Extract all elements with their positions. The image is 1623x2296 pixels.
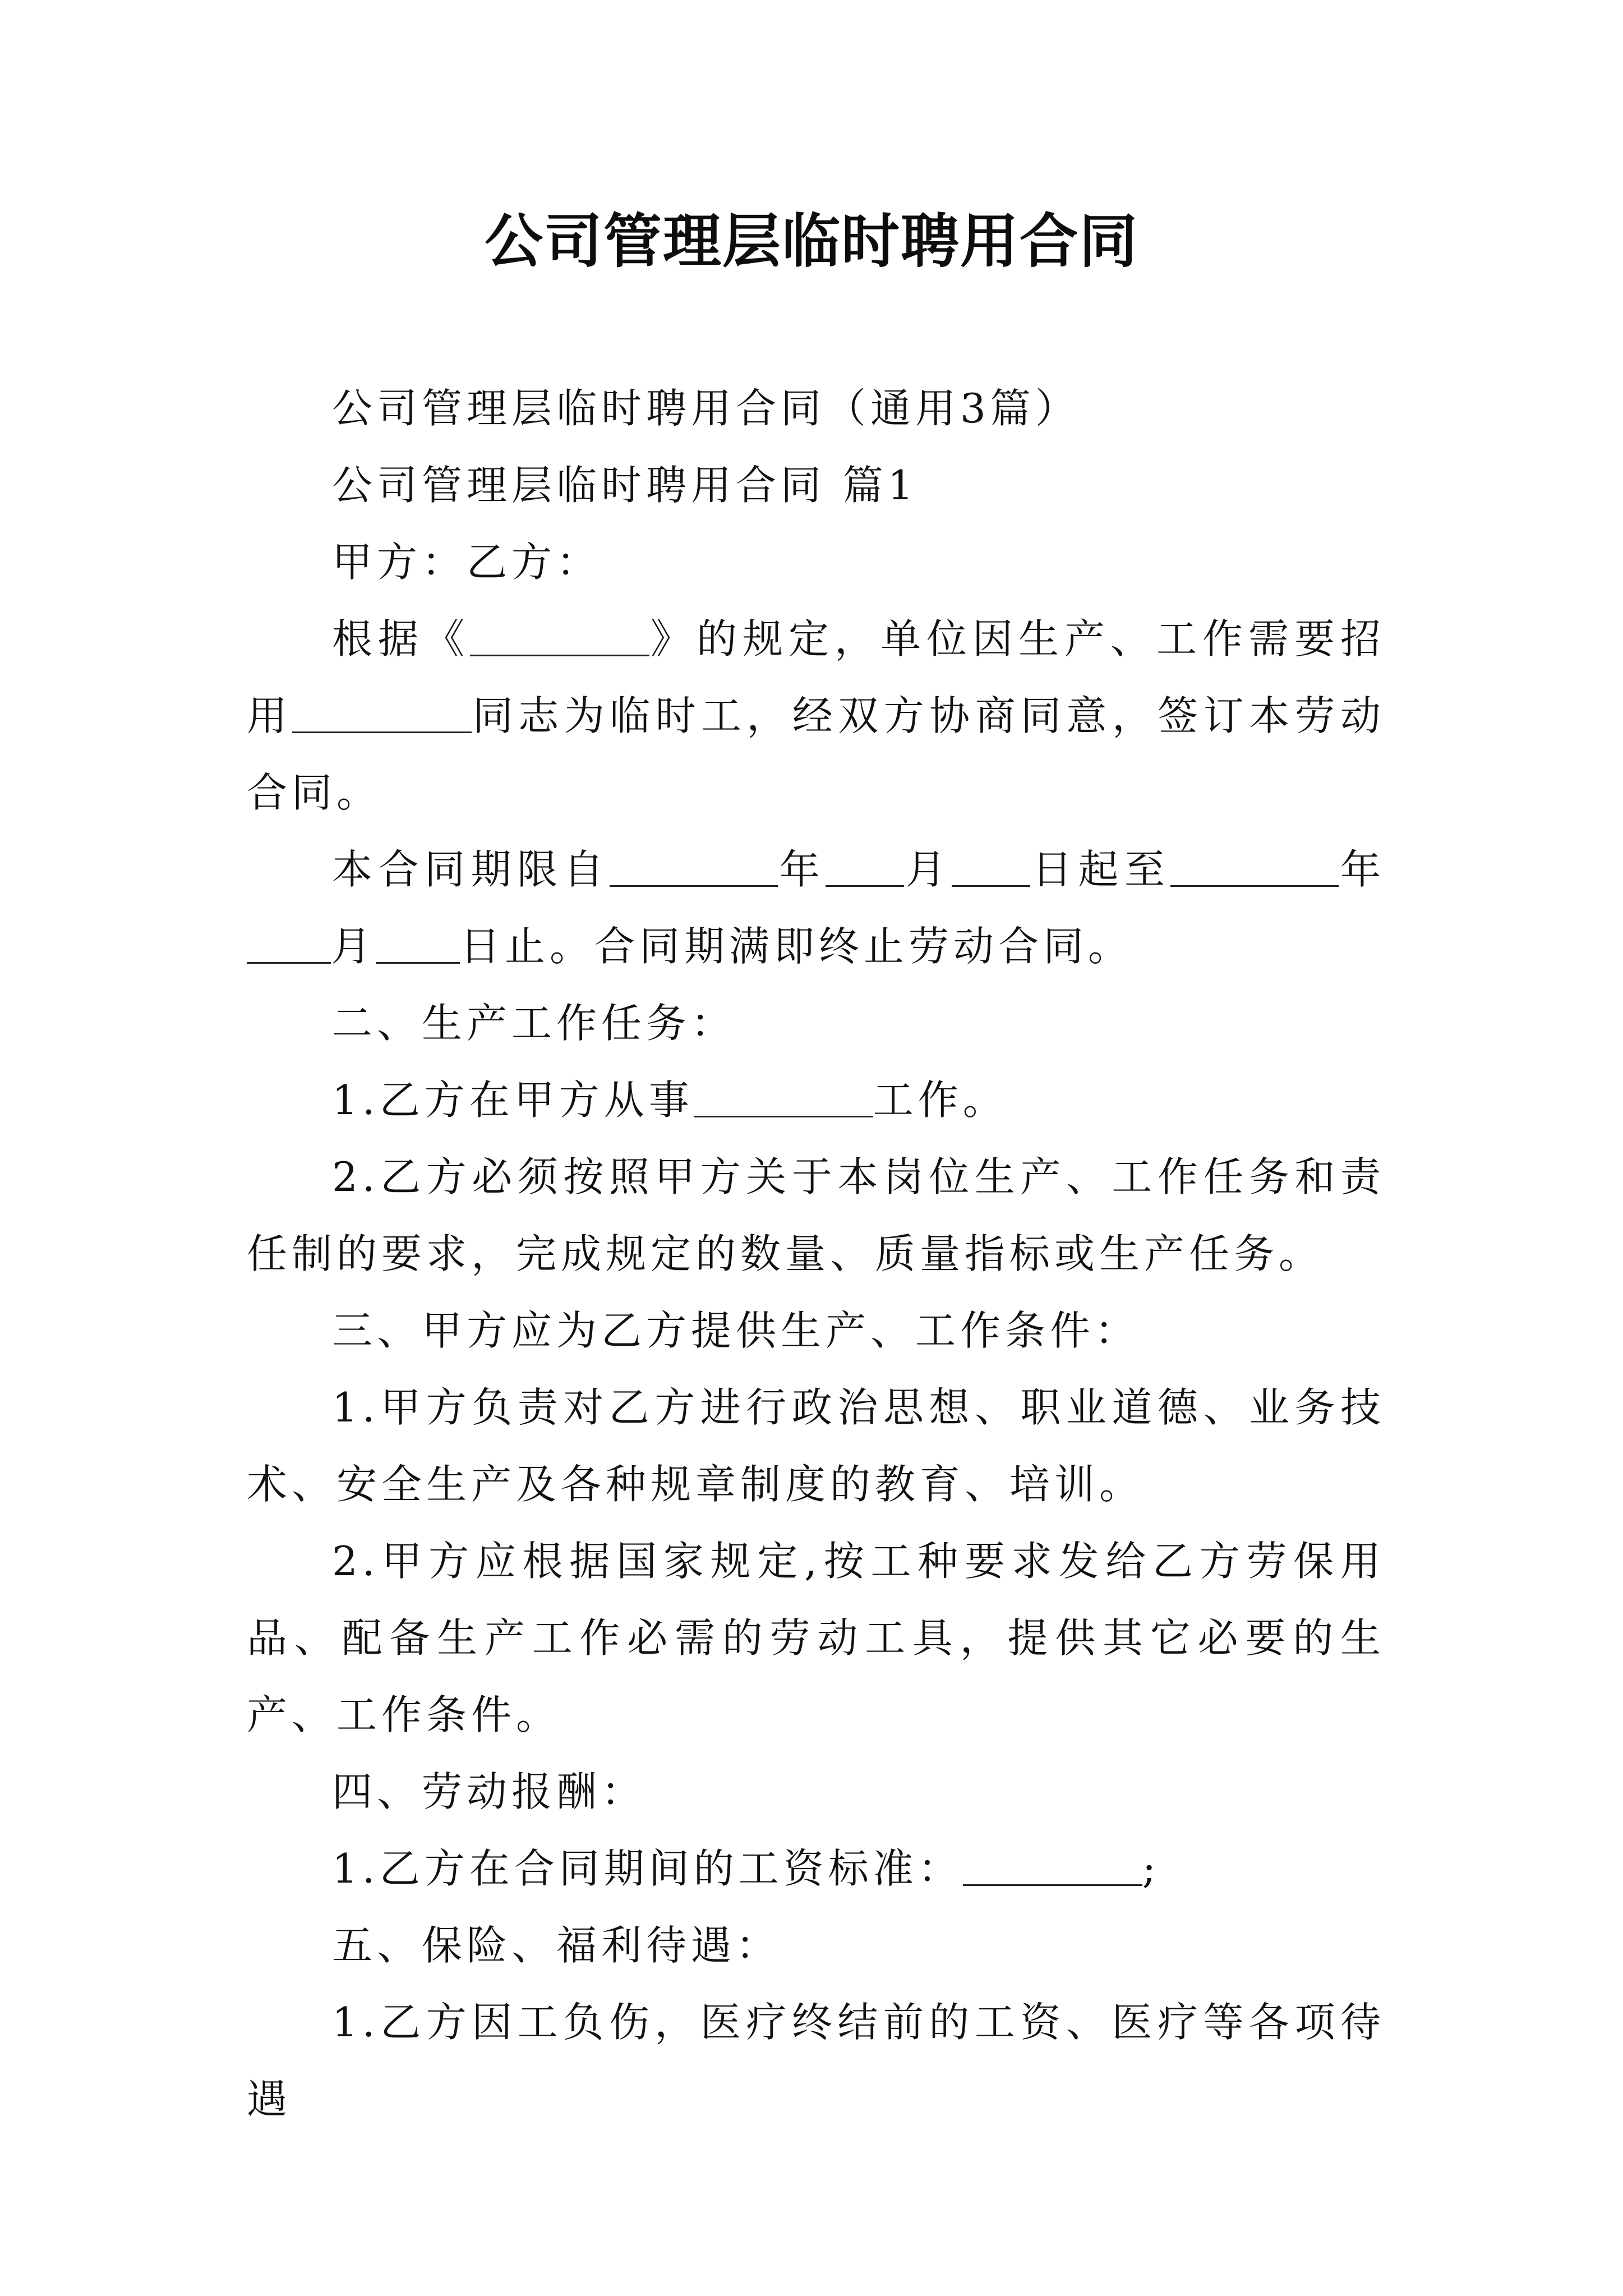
text-segment: 工作。 bbox=[873, 1076, 1008, 1124]
blank-line bbox=[247, 922, 331, 964]
document-body bbox=[247, 370, 1385, 2138]
paragraph-3-1: 1.甲方负责对乙方进行政治思想、职业道德、业务技术、安全生产及各种规章制度的教育、培训。 bbox=[247, 1384, 1385, 1508]
blank-line bbox=[610, 845, 778, 887]
text-segment: 年 bbox=[1339, 846, 1385, 893]
paragraph-section-5: 五、保险、福利待遇： bbox=[332, 1922, 781, 1969]
blank-line bbox=[952, 845, 1030, 887]
text-segment: 》的规定，单位因生产、工作需要招用 bbox=[247, 615, 1385, 739]
paragraph-basis bbox=[247, 601, 1385, 831]
paragraph-2-1 bbox=[247, 1062, 1385, 1139]
text-segment: 同志为临时工，经双方协商同意，签订本劳动合同。 bbox=[247, 692, 1385, 816]
blank-line bbox=[292, 691, 472, 733]
blank-line bbox=[963, 1844, 1142, 1886]
document-title: 公司管理层临时聘用合同 bbox=[484, 207, 1138, 275]
text-segment: 日止。合同期满即终止劳动合同。 bbox=[460, 923, 1133, 970]
text-segment: 1.乙方在合同期间的工资标准： bbox=[332, 1845, 963, 1892]
text-segment: 本合同期限自 bbox=[332, 846, 610, 893]
text-segment: ; bbox=[1142, 1845, 1160, 1892]
paragraph-section-4: 四、劳动报酬： bbox=[332, 1768, 647, 1815]
paragraph-2-2: 2.乙方必须按照甲方关于本岗位生产、工作任务和责任制的要求，完成规定的数量、质量指标或生产任务。 bbox=[247, 1153, 1385, 1277]
blank-line bbox=[470, 614, 649, 656]
text-segment: 根据《 bbox=[332, 615, 470, 662]
paragraph-subtitle: 公司管理层临时聘用合同（通用3篇） bbox=[332, 385, 1080, 432]
blank-line bbox=[826, 845, 904, 887]
paragraph-parties: 甲方：乙方： bbox=[332, 539, 602, 586]
text-segment: 年 bbox=[778, 846, 826, 893]
paragraph-section-3: 三、甲方应为乙方提供生产、工作条件： bbox=[332, 1307, 1140, 1354]
paragraph-5-1: 1.乙方因工负伤，医疗终结前的工资、医疗等各项待遇 bbox=[247, 1999, 1385, 2123]
paragraph-term bbox=[247, 831, 1385, 985]
paragraph-section-2: 二、生产工作任务： bbox=[332, 1000, 736, 1047]
text-segment: 月 bbox=[904, 846, 952, 893]
blank-line bbox=[694, 1075, 873, 1117]
blank-line bbox=[376, 922, 460, 964]
text-segment: 1.乙方在甲方从事 bbox=[332, 1076, 694, 1124]
paragraph-chapter-heading: 公司管理层临时聘用合同 篇1 bbox=[332, 462, 918, 509]
blank-line bbox=[1170, 845, 1339, 887]
paragraph-3-2: 2.甲方应根据国家规定,按工种要求发给乙方劳保用品、配备生产工作必需的劳动工具，提供其它必要的生产、工作条件。 bbox=[247, 1538, 1385, 1738]
text-segment: 月 bbox=[331, 923, 376, 970]
text-segment: 日起至 bbox=[1030, 846, 1171, 893]
paragraph-4-1 bbox=[247, 1830, 1385, 1907]
